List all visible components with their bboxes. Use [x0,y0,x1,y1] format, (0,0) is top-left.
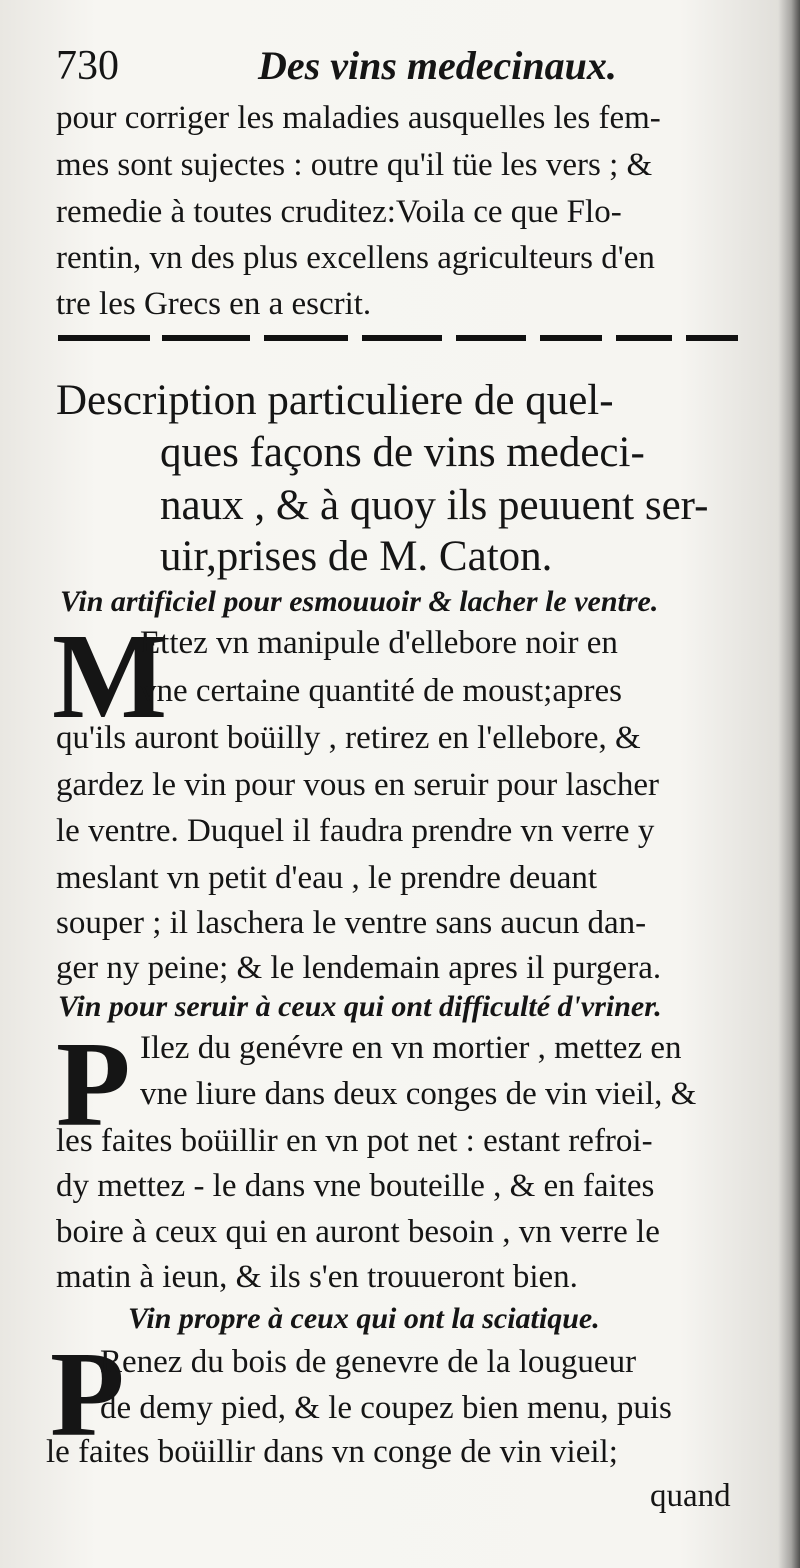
recipe-line: vne liure dans deux conges de vin vieil, & [140,1076,697,1112]
recipe-line: dy mettez - le dans vne bouteille , & en faites [56,1168,655,1204]
intro-line: rentin, vn des plus excellens agriculteurs d'en [56,240,655,276]
recipe-line: qu'ils auront boüilly , retirez en l'ellebore, & [56,720,641,756]
running-head [50,42,750,92]
drop-cap-initial: P [56,1017,131,1152]
section-heading-line: ques façons de vins medeci- [160,429,645,476]
recipe-line: le ventre. Duquel il faudra prendre vn verre y [56,813,655,849]
recipe-line: matin à ieun, & ils s'en trouueront bien. [56,1259,578,1295]
drop-cap-initial: P [50,1327,125,1462]
intro-line: pour corriger les maladies ausquelles les fem- [56,100,661,136]
page-edge-shadow [778,0,800,1568]
catchword: quand [650,1478,731,1514]
section-heading-line: Description particuliere de quel- [56,377,614,424]
drop-cap-initial: M [52,609,168,744]
recipe-line: Ilez du genévre en vn mortier , mettez en [140,1030,682,1066]
recipe-title: Vin propre à ceux qui ont la sciatique. [128,1302,600,1335]
section-heading-line: naux , & à quoy ils peuuent ser- [160,482,709,529]
recipe-line: vne certaine quantité de moust;apres [140,673,622,709]
intro-line: tre les Grecs en a escrit. [56,286,372,322]
recipe-title: Vin pour seruir à ceux qui ont difficulté d'vriner. [58,990,662,1023]
recipe-line: ger ny peine; & le lendemain apres il purgera. [56,950,662,986]
page-number: 730 [56,43,119,89]
recipe-line: meslant vn petit d'eau , le prendre deuant [56,860,598,896]
section-divider [58,335,738,345]
section-heading-line: uir,prises de M. Caton. [160,533,553,580]
intro-line: remedie à toutes cruditez:Voila ce que Flo- [56,194,622,230]
recipe-title: Vin artificiel pour esmouuoir & lacher le ventre. [60,585,659,618]
recipe-line: les faites boüillir en vn pot net : estant refroi- [56,1123,653,1159]
recipe-line: de demy pied, & le coupez bien menu, puis [100,1390,672,1426]
recipe-line: Renez du bois de genevre de la lougueur [100,1344,637,1380]
recipe-line: boire à ceux qui en auront besoin , vn verre le [56,1214,660,1250]
recipe-line: gardez le vin pour vous en seruir pour lascher [56,767,659,803]
intro-line: mes sont sujectes : outre qu'il tüe les vers ; & [56,147,653,183]
recipe-line: le faites boüillir dans vn conge de vin vieil; [46,1434,618,1470]
recipe-line: Ettez vn manipule d'ellebore noir en [140,625,618,661]
recipe-line: souper ; il laschera le ventre sans aucun dan- [56,905,647,941]
running-title: Des vins medecinaux. [258,43,617,88]
